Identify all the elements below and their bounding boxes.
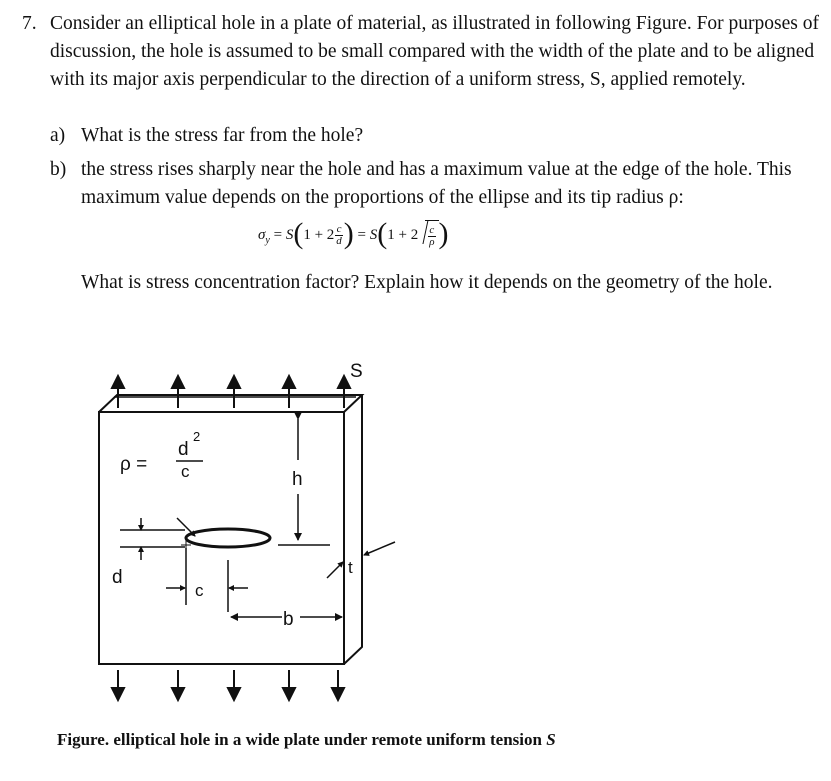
part-b-label: b) — [50, 159, 67, 180]
part-a-label: a) — [50, 125, 66, 146]
formula-plus-two-2: + 2 — [398, 227, 419, 243]
c-label: c — [195, 581, 204, 600]
formula-frac-den: d — [336, 235, 342, 248]
question-body: Consider an elliptical hole in a plate of material, as illustrated in following Figure. For purposes of discussion, the hole is assumed to be small compared with the width of the plate and to be aligned with its major axis perpendicular to the direction of a uniform stress, S, applied remotely. — [50, 13, 819, 90]
follow-up-text: What is stress concentration factor? Explain how it depends on the geometry of the hole. — [81, 272, 773, 293]
formula-s-2: S — [369, 227, 378, 243]
stress-label-s: S — [350, 361, 363, 382]
question-number: 7. — [22, 13, 37, 34]
plate-right-face — [344, 395, 362, 664]
caption-symbol: S — [546, 730, 556, 749]
rho-label: ρ = — [120, 454, 148, 475]
formula-one-2: 1 — [387, 227, 395, 243]
formula-eq-1: = — [273, 227, 283, 243]
figure-caption — [57, 728, 556, 752]
b-label: b — [283, 609, 294, 630]
bottom-tension-arrows — [112, 670, 344, 700]
t-label: t — [348, 558, 353, 577]
rho-numerator: d — [178, 439, 189, 460]
plate-front-face — [99, 412, 344, 664]
formula-sigma-sub: y — [265, 235, 270, 246]
formula-sqrt-den: ρ — [429, 236, 435, 249]
d-label: d — [112, 567, 123, 588]
rho-exponent: 2 — [193, 429, 201, 444]
part-b-text: the stress rises sharply near the hole and has a maximum value at the edge of the hole. This maximum value depends on the proportions of the ellipse and its tip radius ρ: — [81, 159, 792, 208]
stress-formula: $\sigma_y = S(1 + 2$ $\frac{c}{d}$ ) = S(1 + 2 $\frac{c}{\rho}$ ) — [258, 217, 449, 250]
h-dimension — [278, 419, 330, 545]
rho-denominator: c — [181, 462, 190, 481]
elliptical-hole — [181, 529, 270, 548]
top-tension-arrows — [112, 376, 356, 408]
formula-s-1: S — [285, 227, 294, 243]
formula-sqrt-num: c — [429, 224, 435, 237]
caption-text: Figure. elliptical hole in a wide plate under remote uniform tension — [57, 730, 542, 749]
h-label: h — [292, 469, 303, 490]
d-dimension — [120, 518, 185, 560]
formula-sigma: σ — [258, 227, 266, 243]
formula-frac-num: c — [336, 223, 342, 236]
formula-plus-two-1: + 2 — [314, 227, 335, 243]
part-a-text: What is the stress far from the hole? — [81, 125, 364, 146]
formula-eq-2: = — [357, 227, 367, 243]
formula-one-1: 1 — [303, 227, 311, 243]
c-dimension — [166, 548, 248, 612]
